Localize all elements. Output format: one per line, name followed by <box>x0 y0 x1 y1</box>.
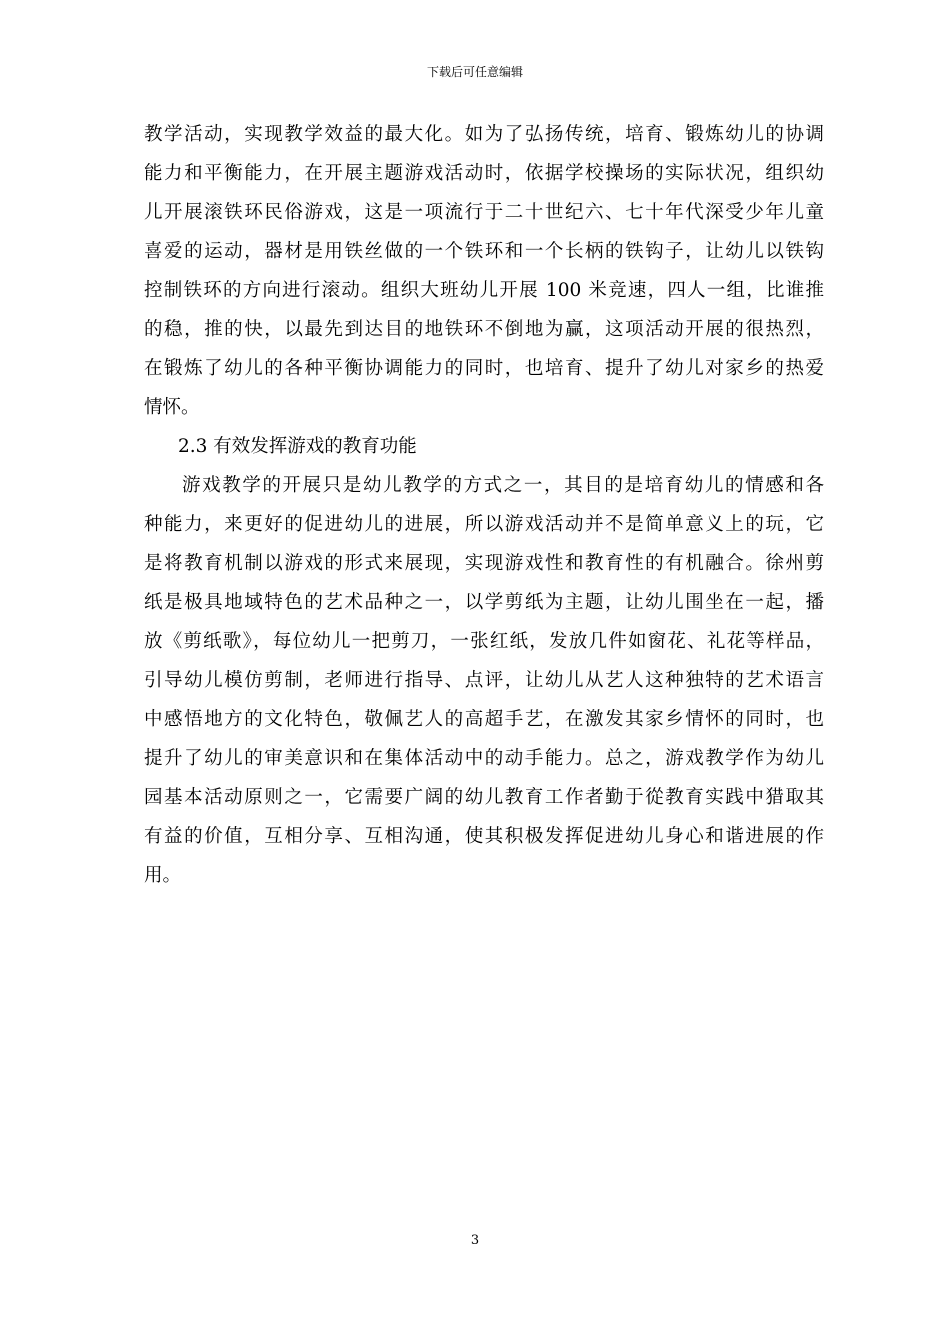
paragraph-line: 园基本活动原则之一，它需要广阔的幼儿教育工作者勤于從教育实践中猎取其 <box>144 787 824 808</box>
page-number: 3 <box>470 1233 480 1248</box>
paragraph-line: 中感悟地方的文化特色，敬佩艺人的高超手艺，在激发其家乡情怀的同时，也 <box>144 709 824 730</box>
paragraph-line: 纸是极具地域特色的艺术品种之一，以学剪纸为主题，让幼儿围坐在一起，播 <box>144 592 824 613</box>
paragraph-line: 种能力，来更好的促进幼儿的进展，所以游戏活动并不是简单意义上的玩，它 <box>144 514 824 535</box>
paragraph-line: 喜爱的运动，器材是用铁丝做的一个铁环和一个长柄的铁钩子，让幼儿以铁钩 <box>144 241 824 262</box>
paragraph-line: 的稳，推的快，以最先到达目的地铁环不倒地为赢，这项活动开展的很热烈， <box>144 319 824 340</box>
paragraph-line: 有益的价值，互相分享、互相沟通，使其积极发挥促进幼儿身心和谐进展的作 <box>144 826 824 847</box>
paragraph-line: 教学活动，实现教学效益的最大化。如为了弘扬传统，培育、锻炼幼儿的协调 <box>144 124 824 145</box>
body-text <box>144 115 824 895</box>
paragraph-line: 提升了幼儿的审美意识和在集体活动中的动手能力。总之，游戏教学作为幼儿 <box>144 748 824 769</box>
paragraph-line: 能力和平衡能力，在开展主题游戏活动时，依据学校操场的实际状况，组织幼 <box>144 163 824 184</box>
paragraph-line: 引导幼儿模仿剪制，老师进行指导、点评，让幼儿从艺人这种独特的艺术语言 <box>144 670 824 691</box>
paragraph-line: 情怀。 <box>144 397 200 418</box>
paragraph-line: 用。 <box>144 865 182 886</box>
paragraph-line: 放《剪纸歌》，每位幼儿一把剪刀，一张红纸，发放几件如窗花、礼花等样品， <box>144 631 824 652</box>
section-heading: 2.3 有效发挥游戏的教育功能 <box>178 436 417 457</box>
paragraph-line: 控制铁环的方向进行滚动。组织大班幼儿开展 100 米竞速，四人一组，比谁推 <box>144 280 824 301</box>
paragraph-line: 游戏教学的开展只是幼儿教学的方式之一，其目的是培育幼儿的情感和各 <box>182 475 824 496</box>
page-header: 下载后可任意编辑 <box>426 65 523 79</box>
paragraph-line: 是将教育机制以游戏的形式来展现，实现游戏性和教育性的有机融合。徐州剪 <box>144 553 824 574</box>
paragraph-line: 儿开展滚铁环民俗游戏，这是一项流行于二十世纪六、七十年代深受少年儿童 <box>144 202 824 223</box>
paragraph-line: 在锻炼了幼儿的各种平衡协调能力的同时，也培育、提升了幼儿对家乡的热爱 <box>144 358 824 379</box>
